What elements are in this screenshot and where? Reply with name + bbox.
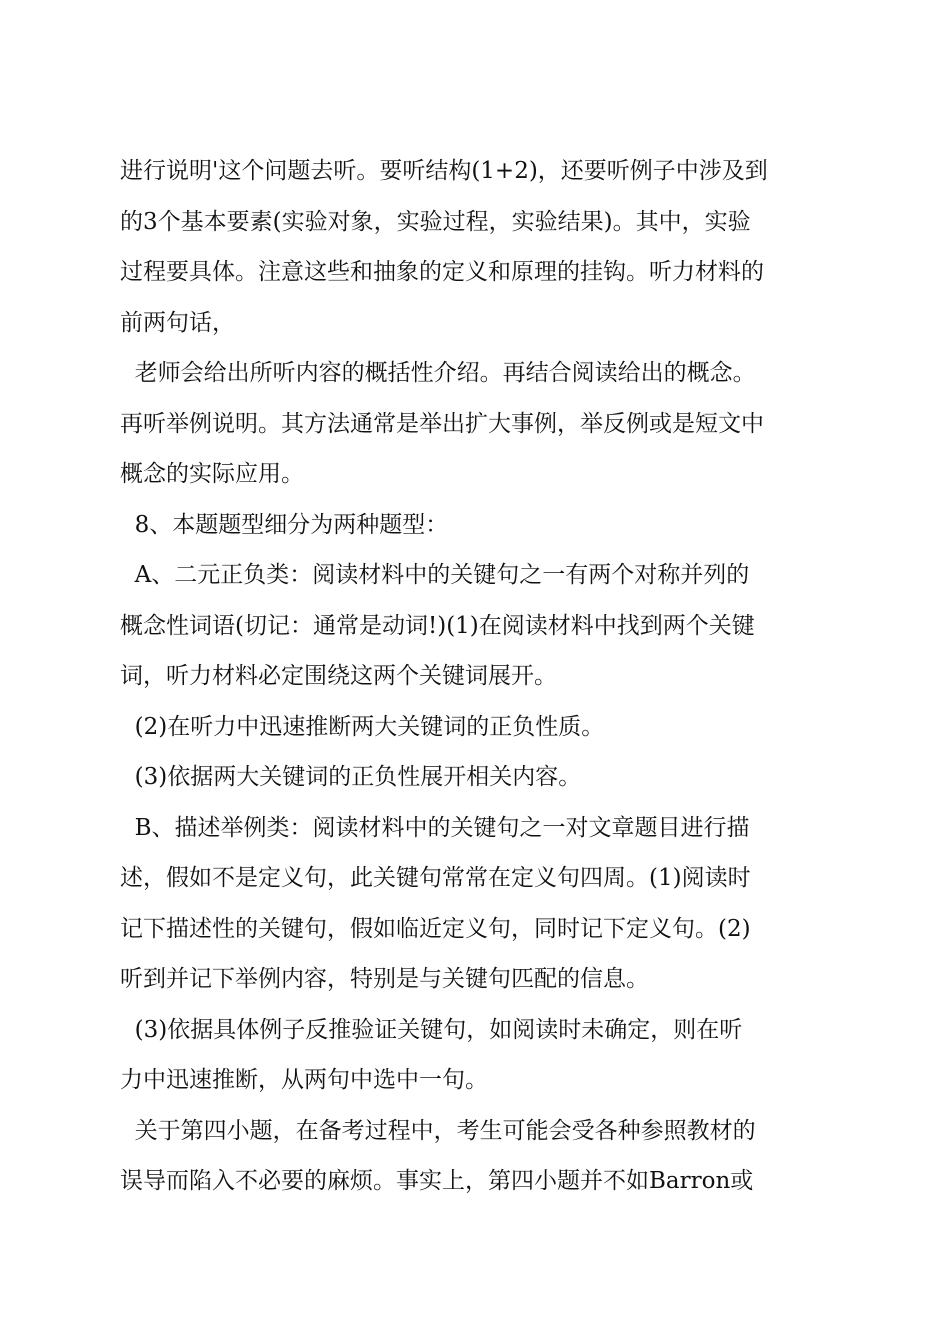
- text-line: 概念性词语(切记：通常是动词!)(1)在阅读材料中找到两个关键: [120, 612, 755, 639]
- text-line: B、描述举例类：阅读材料中的关键句之一对文章题目进行描: [120, 814, 750, 841]
- text-line: 再听举例说明。其方法通常是举出扩大事例，举反例或是短文中: [120, 410, 764, 437]
- text-line: A、二元正负类：阅读材料中的关键句之一有两个对称并列的: [120, 562, 750, 588]
- body-text: [120, 146, 840, 1207]
- text-line: 老师会给出所听内容的概括性介绍。再结合阅读给出的概念。: [120, 360, 756, 386]
- text-line: 的3个基本要素(实验对象，实验过程，实验结果)。其中，实验: [120, 208, 751, 235]
- text-line: 进行说明'这个问题去听。要听结构(1+2)，还要听例子中涉及到: [120, 158, 768, 184]
- text-line: (3)依据两大关键词的正负性展开相关内容。: [120, 764, 582, 790]
- text-line: 述，假如不是定义句，此关键句常常在定义句四周。(1)阅读时: [120, 865, 751, 891]
- text-line: 概念的实际应用。: [120, 461, 304, 487]
- text-line: 误导而陷入不必要的麻烦。事实上，第四小题并不如Barron或: [120, 1168, 754, 1194]
- text-line: 记下描述性的关键句，假如临近定义句，同时记下定义句。(2): [120, 915, 751, 942]
- text-line: 前两句话，: [120, 309, 235, 336]
- text-line: (2)在听力中迅速推断两大关键词的正负性质。: [120, 713, 605, 740]
- text-line: 关于第四小题，在备考过程中，考生可能会受各种参照教材的: [120, 1117, 756, 1144]
- text-line: (3)依据具体例子反推验证关键句，如阅读时未确定，则在听: [120, 1016, 743, 1043]
- text-line: 过程要具体。注意这些和抽象的定义和原理的挂钩。听力材料的: [120, 259, 764, 285]
- text-line: 8、本题题型细分为两种题型：: [120, 511, 449, 538]
- text-line: 词，听力材料必定围绕这两个关键词展开。: [120, 663, 557, 689]
- text-line: 听到并记下举例内容，特别是与关键句匹配的信息。: [120, 966, 649, 992]
- text-line: 力中迅速推断，从两句中选中一句。: [120, 1067, 488, 1093]
